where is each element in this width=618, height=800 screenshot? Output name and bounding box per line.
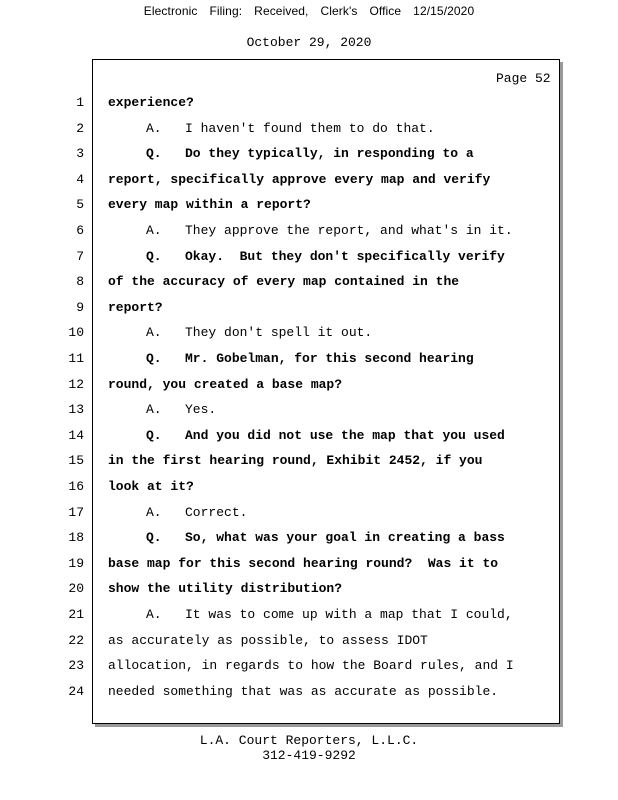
line-text: in the first hearing round, Exhibit 2452, if you [108, 453, 483, 469]
transcript-line [0, 323, 618, 343]
line-text: A. I haven't found them to do that. [146, 120, 435, 136]
line-number: 10 [68, 325, 84, 341]
line-text: experience? [108, 95, 194, 110]
line-text: needed something that was as accurate as possible. [108, 683, 499, 699]
stamp-part: Received, [254, 4, 309, 18]
line-number: 7 [76, 248, 84, 264]
line-text: Q. Mr. Gobelman, for this second hearing [146, 351, 474, 366]
line-number: 1 [76, 95, 84, 110]
transcript-line [0, 349, 618, 369]
transcript-line [0, 605, 618, 625]
transcript-line [0, 375, 618, 395]
line-text: A. It was to come up with a map that I could, [146, 607, 513, 622]
line-number: 21 [68, 607, 84, 622]
transcript-line [0, 170, 618, 190]
transcript-line [0, 400, 618, 420]
line-number: 5 [76, 197, 84, 213]
line-number: 13 [68, 402, 84, 418]
line-number: 2 [76, 120, 84, 136]
electronic-filing-stamp [0, 4, 618, 18]
line-number: 24 [68, 683, 84, 699]
reporter-phone: 312-419-9292 [262, 748, 356, 763]
stamp-part: Electronic [143, 4, 198, 18]
page-number: Page 52 [496, 71, 551, 86]
line-text: Q. Do they typically, in responding to a [146, 146, 474, 162]
line-number: 19 [68, 555, 84, 571]
line-number: 3 [76, 146, 84, 162]
line-text: show the utility distribution? [108, 581, 343, 597]
court-reporter-footer [0, 733, 618, 763]
line-number: 11 [68, 351, 84, 366]
line-number: 23 [68, 658, 84, 674]
line-number: 9 [76, 299, 84, 315]
line-number: 4 [76, 171, 84, 187]
transcript-line [0, 119, 618, 139]
line-text: of the accuracy of every map contained in the [108, 274, 460, 290]
line-number: 16 [68, 479, 84, 494]
transcript-line [0, 579, 618, 599]
line-number: 15 [68, 453, 84, 469]
line-text: A. They approve the report, and what's in it. [146, 223, 513, 238]
line-number: 17 [68, 504, 84, 520]
transcript-line [0, 503, 618, 523]
line-text: base map for this second hearing round? Was it to [108, 555, 499, 571]
stamp-part: Filing: [209, 4, 243, 18]
stamp-part: Clerk's [320, 4, 358, 18]
line-number: 14 [68, 427, 84, 443]
line-text: Q. And you did not use the map that you used [146, 427, 505, 443]
line-number: 22 [68, 632, 84, 648]
line-number: 20 [68, 581, 84, 597]
line-number: 8 [76, 274, 84, 290]
transcript-line [0, 195, 618, 215]
stamp-part: Office [369, 4, 402, 18]
line-text: report, specifically approve every map and verify [108, 171, 491, 187]
transcript-line [0, 272, 618, 292]
line-text: look at it? [108, 479, 194, 494]
transcript-line [0, 631, 618, 651]
line-text: as accurately as possible, to assess IDOT [108, 632, 428, 648]
line-text: Q. So, what was your goal in creating a bass [146, 530, 505, 546]
reporter-company: L.A. Court Reporters, L.L.C. [199, 733, 419, 748]
line-text: A. Correct. [146, 504, 248, 520]
deposition-date: October 29, 2020 [246, 35, 372, 50]
line-text: Q. Okay. But they don't specifically verify [146, 248, 505, 264]
line-number: 18 [68, 530, 84, 546]
stamp-part: 12/15/2020 [413, 4, 475, 18]
transcript-line [0, 144, 618, 164]
line-number: 6 [76, 223, 84, 238]
transcript-line [0, 682, 618, 702]
transcript-line [0, 426, 618, 446]
transcript-line [0, 554, 618, 574]
transcript-line [0, 477, 618, 497]
transcript-line [0, 528, 618, 548]
transcript-line [0, 93, 618, 113]
line-text: A. Yes. [146, 402, 217, 418]
transcript-line [0, 247, 618, 267]
line-text: round, you created a base map? [108, 376, 343, 392]
transcript-line [0, 221, 618, 241]
transcript-line [0, 656, 618, 676]
line-text: report? [108, 299, 163, 315]
line-text: A. They don't spell it out. [146, 325, 373, 341]
transcript-line [0, 298, 618, 318]
line-text: every map within a report? [108, 197, 311, 213]
transcript-line [0, 451, 618, 471]
line-number: 12 [68, 376, 84, 392]
line-text: allocation, in regards to how the Board rules, and I [108, 658, 514, 674]
